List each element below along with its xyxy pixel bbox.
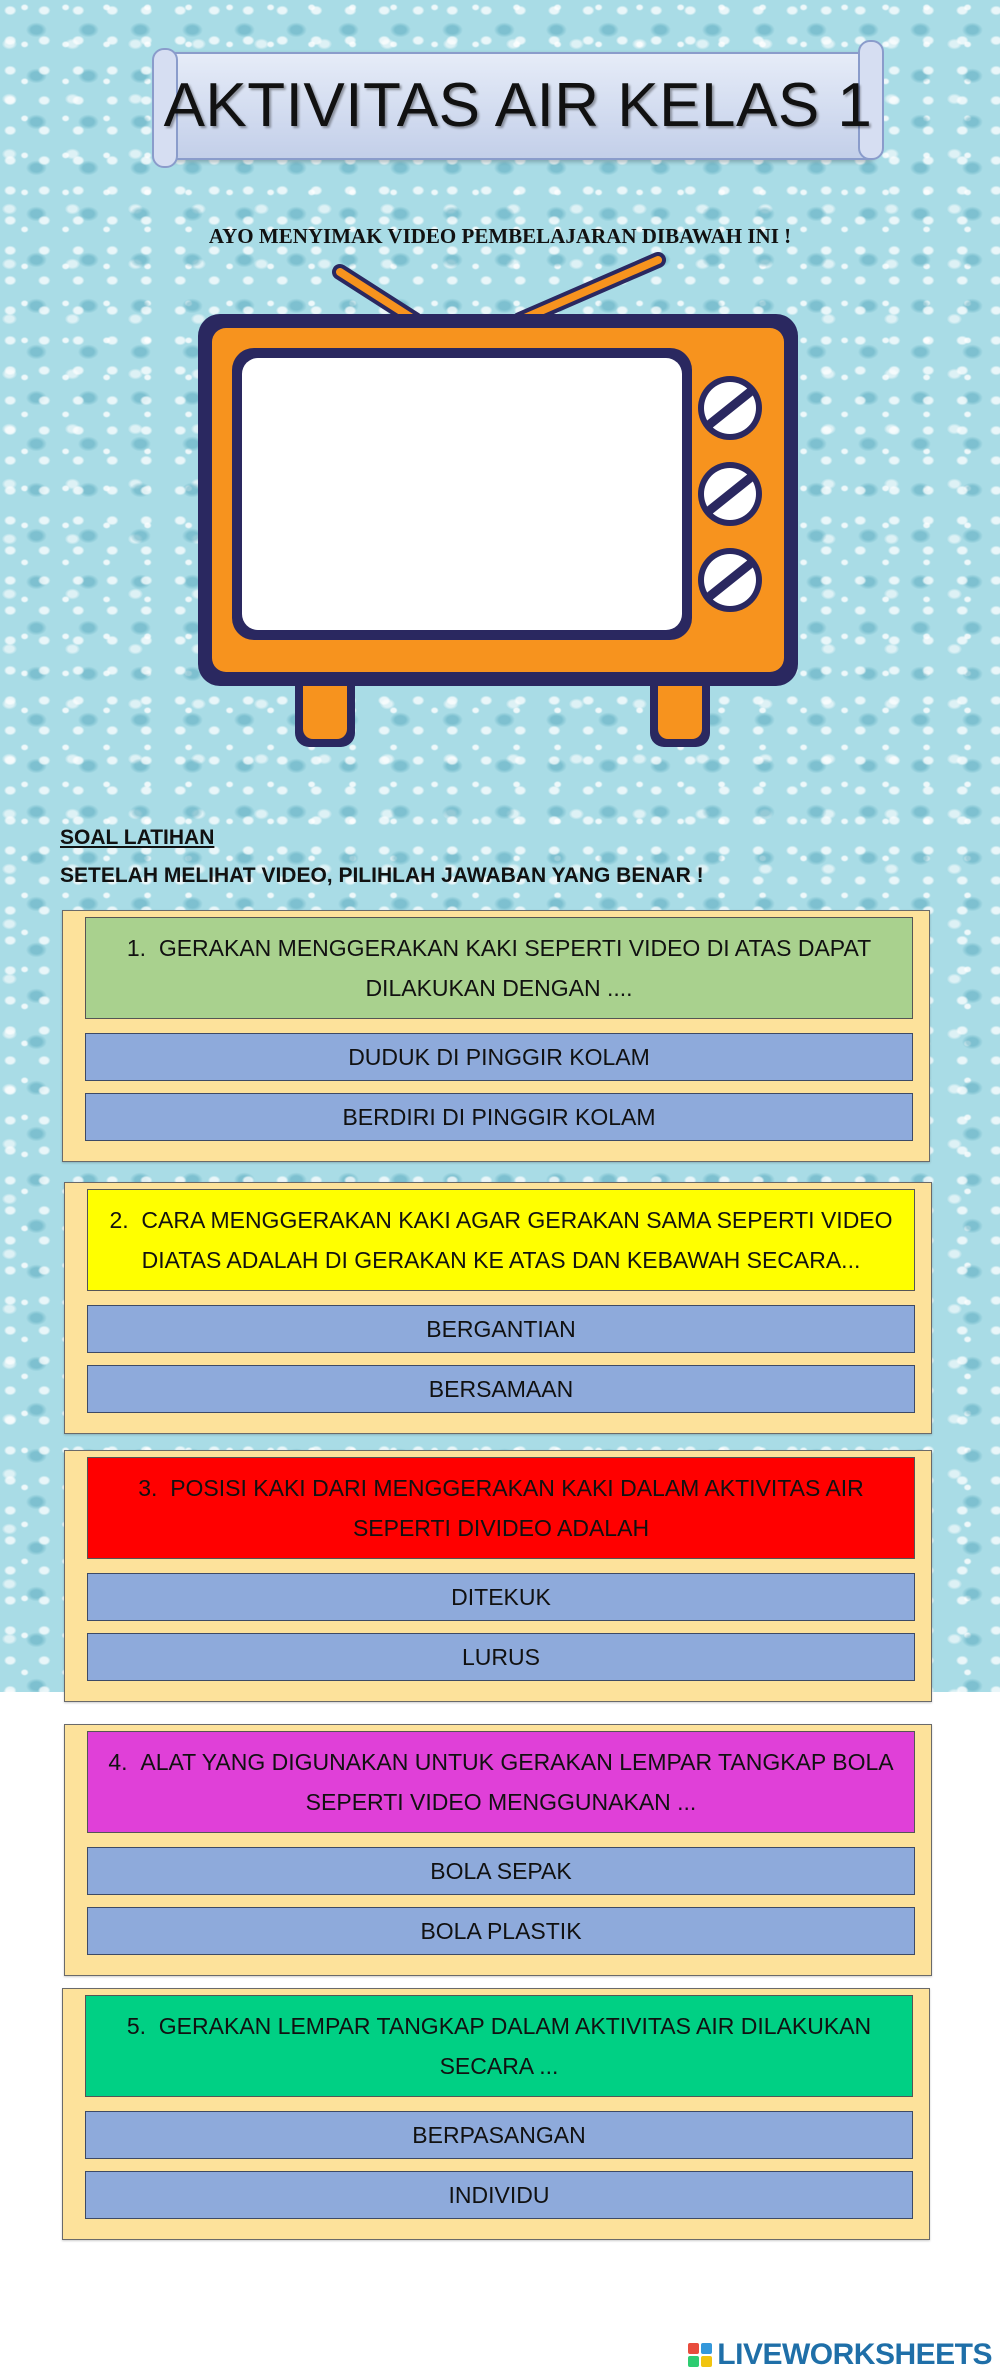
title-banner — [160, 52, 876, 160]
question-text-5: 5. GERAKAN LEMPAR TANGKAP DALAM AKTIVITAS AIR DILAKUKAN SECARA ... — [126, 2013, 872, 2079]
answer-option-2b[interactable]: BERSAMAAN — [87, 1365, 915, 1413]
section-title: SOAL LATIHAN — [60, 826, 215, 849]
liveworksheets-logo-icon — [687, 2342, 713, 2368]
question-box-1 — [85, 917, 913, 1019]
question-text-2: 2. CARA MENGGERAKAN KAKI AGAR GERAKAN SAMA SEPERTI VIDEO DIATAS ADALAH DI GERAKAN KE ATAS DAN KEBAWAH SECARA... — [109, 1207, 893, 1273]
answer-option-3a[interactable]: DITEKUK — [87, 1573, 915, 1621]
tv-video-frame[interactable] — [190, 252, 810, 757]
page-title: AKTIVITAS AIR KELAS 1 — [163, 71, 873, 140]
section-subtitle: SETELAH MELIHAT VIDEO, PILIHLAH JAWABAN YANG BENAR ! — [60, 864, 704, 887]
footer-brand[interactable] — [687, 2338, 992, 2372]
answer-option-1a[interactable]: DUDUK DI PINGGIR KOLAM — [85, 1033, 913, 1081]
instruction-text: AYO MENYIMAK VIDEO PEMBELAJARAN DIBAWAH INI ! — [208, 224, 792, 248]
answer-option-1b[interactable]: BERDIRI DI PINGGIR KOLAM — [85, 1093, 913, 1141]
answer-option-4b[interactable]: BOLA PLASTIK — [87, 1907, 915, 1955]
question-card-4 — [64, 1724, 932, 1976]
question-box-5 — [85, 1995, 913, 2097]
answer-option-5a[interactable]: BERPASANGAN — [85, 2111, 913, 2159]
tv-icon — [190, 252, 810, 752]
question-card-3 — [64, 1450, 932, 1702]
answer-option-3b[interactable]: LURUS — [87, 1633, 915, 1681]
answer-option-2a[interactable]: BERGANTIAN — [87, 1305, 915, 1353]
question-box-4 — [87, 1731, 915, 1833]
footer-brand-text: LIVEWORKSHEETS — [717, 2338, 992, 2371]
answer-option-5b[interactable]: INDIVIDU — [85, 2171, 913, 2219]
question-box-3 — [87, 1457, 915, 1559]
question-card-1 — [62, 910, 930, 1162]
question-text-3: 3. POSISI KAKI DARI MENGGERAKAN KAKI DALAM AKTIVITAS AIR SEPERTI DIVIDEO ADALAH — [138, 1475, 864, 1541]
answer-option-4a[interactable]: BOLA SEPAK — [87, 1847, 915, 1895]
question-text-1: 1. GERAKAN MENGGERAKAN KAKI SEPERTI VIDEO DI ATAS DAPAT DILAKUKAN DENGAN .... — [126, 935, 872, 1001]
question-card-2 — [64, 1182, 932, 1434]
question-box-2 — [87, 1189, 915, 1291]
question-text-4: 4. ALAT YANG DIGUNAKAN UNTUK GERAKAN LEMPAR TANGKAP BOLA SEPERTI VIDEO MENGGUNAKAN ... — [108, 1749, 894, 1815]
question-card-5 — [62, 1988, 930, 2240]
